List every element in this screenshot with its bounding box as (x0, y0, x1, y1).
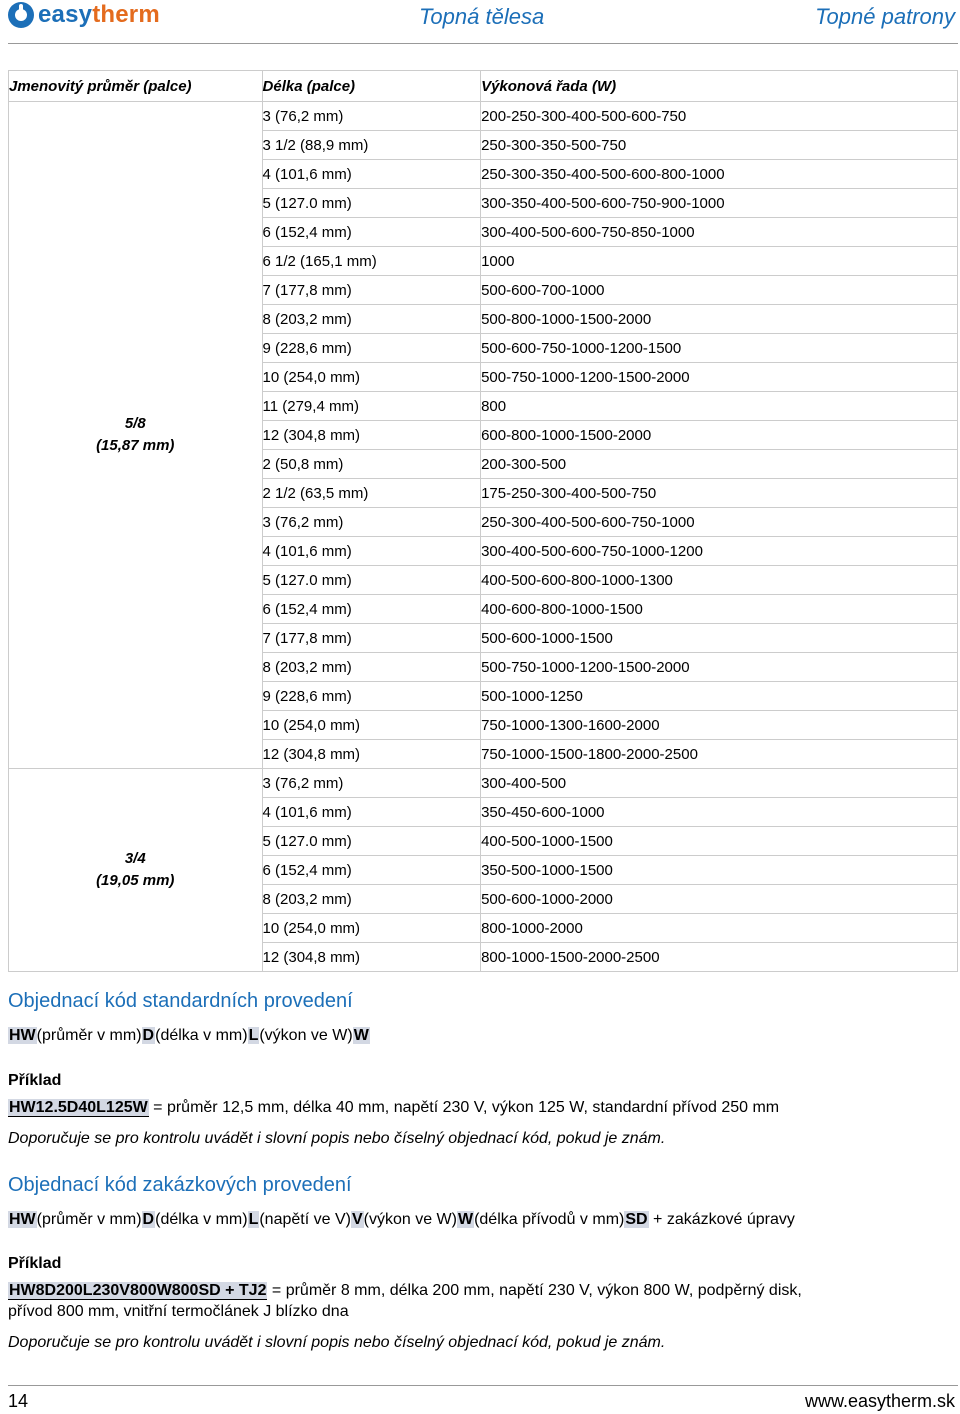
power-range-cell: 500-600-700-1000 (481, 276, 958, 305)
standard-example-code: HW12.5D40L125W (9, 1099, 148, 1116)
length-cell: 2 (50,8 mm) (262, 450, 481, 479)
length-cell: 10 (254,0 mm) (262, 711, 481, 740)
power-range-cell: 200-250-300-400-500-600-750 (481, 102, 958, 131)
length-cell: 3 (76,2 mm) (262, 508, 481, 537)
code-segment: L (248, 1211, 259, 1228)
length-cell: 10 (254,0 mm) (262, 363, 481, 392)
power-range-cell: 250-300-350-400-500-600-800-1000 (481, 160, 958, 189)
code-description: (výkon ve W) (363, 1211, 457, 1228)
power-range-cell: 300-400-500-600-750-1000-1200 (481, 537, 958, 566)
length-cell: 3 (76,2 mm) (262, 769, 481, 798)
length-cell: 5 (127.0 mm) (262, 566, 481, 595)
code-segment: L (248, 1027, 259, 1044)
power-range-cell: 750-1000-1300-1600-2000 (481, 711, 958, 740)
standard-note: Doporučuje se pro kontrolu uvádět i slovní popis nebo číselný objednací kód, pokud je znám. (8, 1130, 666, 1147)
power-range-cell: 500-1000-1250 (481, 682, 958, 711)
power-range-cell: 800-1000-2000 (481, 914, 958, 943)
length-cell: 5 (127.0 mm) (262, 827, 481, 856)
page-number: 14 (8, 1391, 29, 1411)
col-header-diameter: Jmenovitý průměr (palce) (9, 71, 263, 102)
length-cell: 12 (304,8 mm) (262, 421, 481, 450)
power-range-cell: 300-350-400-500-600-750-900-1000 (481, 189, 958, 218)
header-title-category: Topná tělesa (419, 4, 545, 29)
code-description: (délka v mm) (155, 1027, 248, 1044)
custom-example-code: HW8D200L230V800W800SD + TJ2 (9, 1282, 267, 1299)
length-cell: 11 (279,4 mm) (262, 392, 481, 421)
code-segment: HW (9, 1211, 36, 1228)
length-cell: 6 (152,4 mm) (262, 595, 481, 624)
length-cell: 6 (152,4 mm) (262, 218, 481, 247)
header-title-product: Topné patrony (815, 4, 955, 29)
power-range-cell: 500-750-1000-1200-1500-2000 (481, 363, 958, 392)
power-range-cell: 200-300-500 (481, 450, 958, 479)
code-segment: V (351, 1211, 363, 1228)
custom-example-label: Příklad (8, 1255, 62, 1272)
custom-example-text-2: přívod 800 mm, vnitřní termočlánek J blízko dna (8, 1303, 349, 1320)
standard-code-pattern (8, 1027, 370, 1045)
length-cell: 9 (228,6 mm) (262, 682, 481, 711)
code-segment: SD (625, 1211, 648, 1228)
table-body (9, 102, 958, 972)
custom-code-pattern (8, 1211, 795, 1229)
code-description: (napětí ve V) (259, 1211, 351, 1228)
diameter-cell (9, 102, 263, 769)
code-segment: D (142, 1211, 155, 1228)
power-range-cell: 400-600-800-1000-1500 (481, 595, 958, 624)
power-range-cell: 500-800-1000-1500-2000 (481, 305, 958, 334)
diameter-label: (15,87 mm) (96, 437, 175, 454)
length-cell: 5 (127.0 mm) (262, 189, 481, 218)
length-cell: 2 1/2 (63,5 mm) (262, 479, 481, 508)
diameter-label: (19,05 mm) (96, 872, 175, 889)
length-cell: 6 (152,4 mm) (262, 856, 481, 885)
power-range-cell: 350-500-1000-1500 (481, 856, 958, 885)
code-segment: W (457, 1211, 474, 1228)
logo-thermometer-icon (8, 2, 34, 28)
code-segment: W (353, 1027, 369, 1044)
power-range-cell: 750-1000-1500-1800-2000-2500 (481, 740, 958, 769)
length-cell: 4 (101,6 mm) (262, 160, 481, 189)
power-range-cell: 800-1000-1500-2000-2500 (481, 943, 958, 972)
table-row (9, 769, 958, 798)
code-description: (výkon ve W) (259, 1027, 353, 1044)
page-header (0, 0, 960, 44)
code-description: (průměr v mm) (36, 1027, 142, 1044)
length-cell: 12 (304,8 mm) (262, 943, 481, 972)
power-range-cell: 175-250-300-400-500-750 (481, 479, 958, 508)
col-header-power: Výkonová řada (W) (481, 71, 958, 102)
custom-code-title: Objednací kód zakázkových provedení (8, 1174, 352, 1196)
spec-table (8, 70, 958, 972)
diameter-cell (9, 769, 263, 972)
power-range-cell: 1000 (481, 247, 958, 276)
standard-example-label: Příklad (8, 1072, 62, 1089)
table-row (9, 102, 958, 131)
brand-logo (8, 2, 160, 28)
col-header-length: Délka (palce) (262, 71, 481, 102)
power-range-cell: 400-500-600-800-1000-1300 (481, 566, 958, 595)
code-description: (délka v mm) (155, 1211, 248, 1228)
power-range-cell: 300-400-500-600-750-850-1000 (481, 218, 958, 247)
header-divider (8, 43, 958, 44)
power-range-cell: 800 (481, 392, 958, 421)
length-cell: 6 1/2 (165,1 mm) (262, 247, 481, 276)
power-range-cell: 500-600-1000-1500 (481, 624, 958, 653)
length-cell: 10 (254,0 mm) (262, 914, 481, 943)
table-header-row (9, 71, 958, 102)
power-range-cell: 250-300-350-500-750 (481, 131, 958, 160)
length-cell: 3 1/2 (88,9 mm) (262, 131, 481, 160)
custom-note: Doporučuje se pro kontrolu uvádět i slovní popis nebo číselný objednací kód, pokud je znám. (8, 1334, 666, 1351)
power-range-cell: 300-400-500 (481, 769, 958, 798)
diameter-label: 3/4 (124, 850, 146, 867)
length-cell: 8 (203,2 mm) (262, 653, 481, 682)
length-cell: 7 (177,8 mm) (262, 276, 481, 305)
standard-code-title: Objednací kód standardních provedení (8, 990, 353, 1012)
standard-example-text: = průměr 12,5 mm, délka 40 mm, napětí 230 V, výkon 125 W, standardní přívod 250 mm (148, 1099, 780, 1116)
power-range-cell: 500-750-1000-1200-1500-2000 (481, 653, 958, 682)
length-cell: 3 (76,2 mm) (262, 102, 481, 131)
code-segment: HW (9, 1027, 36, 1044)
length-cell: 4 (101,6 mm) (262, 537, 481, 566)
custom-example-text-1: = průměr 8 mm, délka 200 mm, napětí 230 V, výkon 800 W, podpěrný disk, (267, 1282, 802, 1299)
length-cell: 9 (228,6 mm) (262, 334, 481, 363)
code-description: (délka přívodů v mm) (474, 1211, 625, 1228)
code-segment: D (142, 1027, 155, 1044)
standard-example (8, 1099, 779, 1117)
power-range-cell: 500-600-1000-2000 (481, 885, 958, 914)
length-cell: 8 (203,2 mm) (262, 885, 481, 914)
custom-example (8, 1282, 802, 1300)
length-cell: 12 (304,8 mm) (262, 740, 481, 769)
length-cell: 7 (177,8 mm) (262, 624, 481, 653)
code-description: (průměr v mm) (36, 1211, 142, 1228)
power-range-cell: 500-600-750-1000-1200-1500 (481, 334, 958, 363)
logo-text-easy: easy (38, 1, 93, 28)
code-description: + zakázkové úpravy (648, 1211, 795, 1228)
logo-text-therm: therm (92, 1, 160, 28)
power-range-cell: 350-450-600-1000 (481, 798, 958, 827)
power-range-cell: 400-500-1000-1500 (481, 827, 958, 856)
diameter-label: 5/8 (124, 415, 146, 432)
footer-divider (8, 1385, 958, 1386)
length-cell: 4 (101,6 mm) (262, 798, 481, 827)
power-range-cell: 250-300-400-500-600-750-1000 (481, 508, 958, 537)
power-range-cell: 600-800-1000-1500-2000 (481, 421, 958, 450)
footer-url: www.easytherm.sk (804, 1391, 955, 1411)
length-cell: 8 (203,2 mm) (262, 305, 481, 334)
